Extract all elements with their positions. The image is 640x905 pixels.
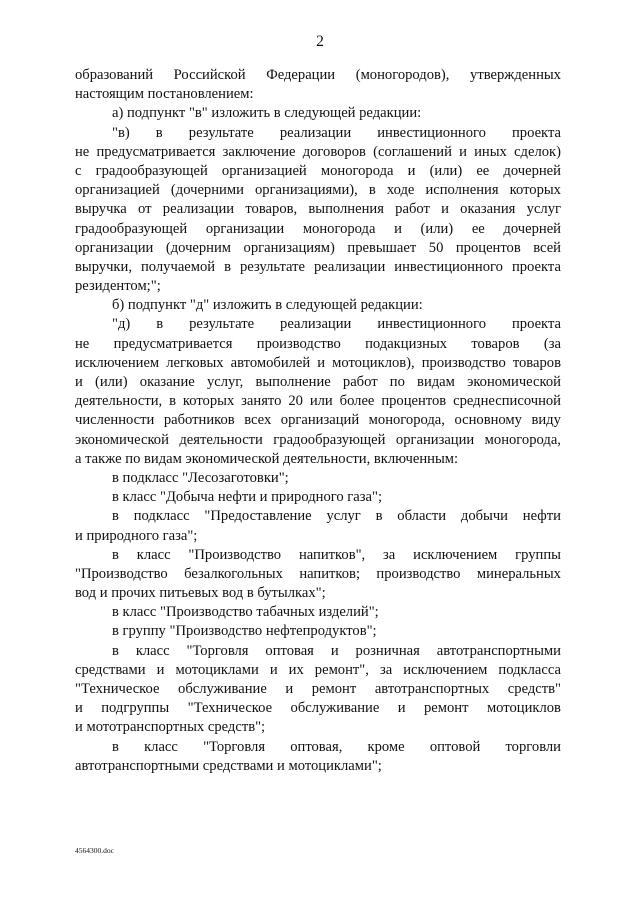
word: добычи	[460, 508, 508, 525]
text-line	[75, 738, 561, 757]
word: выполнение	[255, 374, 331, 390]
word: договоров	[302, 143, 366, 160]
word: реализации	[279, 124, 352, 141]
word: класс	[136, 546, 171, 563]
word: проекта	[512, 124, 561, 141]
text-line	[75, 220, 561, 239]
page-number: 2	[316, 33, 324, 50]
word: организации	[395, 431, 475, 448]
text-line: в группу "Производство нефтепродуктов";	[112, 623, 377, 640]
word: инвестиционного	[377, 316, 487, 333]
text-line: вод и прочих питьевых вод в бутылках";	[75, 585, 326, 602]
word: товаров	[512, 354, 561, 371]
word: за	[383, 546, 396, 563]
word: в	[156, 316, 164, 333]
word: процентов	[455, 239, 521, 256]
word: группы	[515, 546, 561, 563]
word: образований	[75, 67, 154, 83]
word: оказание	[139, 374, 195, 390]
word: в	[224, 258, 232, 275]
word: выручка	[75, 201, 127, 218]
text-line: а также по видам экономической деятельности, включенным:	[75, 450, 459, 467]
text-line	[75, 162, 561, 181]
word: автотранспортных	[374, 681, 490, 697]
word: розничная	[355, 642, 420, 659]
text-line	[75, 143, 561, 162]
word: в	[112, 738, 119, 755]
text-line	[75, 239, 561, 258]
word: дочерней	[503, 162, 561, 179]
word: инвестиционного	[394, 258, 503, 275]
word: исключением	[413, 546, 498, 563]
word: ремонт	[311, 681, 357, 697]
word: и	[330, 642, 339, 659]
word: работ	[342, 374, 378, 390]
text-line	[75, 315, 561, 334]
word: "Предоставление	[204, 508, 312, 525]
word: кроме	[367, 738, 405, 755]
word: иных	[474, 143, 507, 160]
word: в	[112, 508, 119, 525]
word: инвестиционного	[377, 124, 486, 141]
word: (моногородов),	[355, 67, 450, 83]
word: работников	[163, 412, 235, 429]
word: "д)	[112, 316, 131, 333]
word: (или)	[429, 162, 463, 179]
word: оказания	[460, 201, 516, 218]
word: (соглашений	[373, 143, 452, 160]
word: и	[75, 700, 83, 717]
word: градообразующей	[95, 162, 208, 179]
word: в	[155, 124, 163, 141]
word: занято	[241, 393, 282, 410]
word: численности	[75, 412, 155, 429]
word: градообразующей	[273, 431, 386, 448]
word: Российской	[173, 67, 246, 83]
word: более	[339, 393, 375, 410]
word: моногорода	[320, 162, 394, 179]
word: и	[407, 162, 416, 179]
word: (дочерним	[165, 239, 232, 256]
text-line	[75, 411, 561, 430]
text-line: в класс "Добыча нефти и природного газа";	[112, 489, 383, 506]
word: "Техническое	[187, 700, 273, 717]
word: средствами	[75, 661, 146, 678]
text-line: резидентом;";	[75, 278, 161, 295]
text-line	[75, 258, 561, 277]
document-body	[75, 66, 561, 776]
text-line: автотранспортными средствами и мотоциклами";	[75, 757, 382, 774]
word: исключением	[403, 661, 488, 678]
word: основному	[454, 412, 522, 429]
word: (или)	[94, 374, 128, 390]
text-line	[75, 680, 561, 699]
word: ее	[471, 220, 485, 237]
word: всей	[533, 239, 561, 256]
text-line	[75, 661, 561, 680]
word: организациями),	[254, 182, 358, 199]
word: виду	[531, 412, 561, 429]
word: класс	[135, 642, 170, 659]
word: обслуживание	[178, 681, 267, 697]
text-line: в класс "Производство табачных изделий";	[112, 604, 379, 621]
word: процентов	[381, 393, 447, 410]
word: не	[75, 335, 90, 352]
word: "в)	[112, 124, 130, 141]
word: предусматривается	[96, 143, 216, 160]
word: подакцизных	[365, 335, 448, 352]
word: градообразующей	[75, 220, 188, 237]
word: организации	[205, 220, 285, 237]
word: "Производство	[75, 565, 168, 582]
word: оптовая,	[290, 738, 343, 755]
word: автомобилей	[230, 354, 311, 371]
word: в	[169, 393, 177, 410]
word: торговли	[505, 738, 561, 755]
word: реализации	[313, 258, 386, 275]
word: в	[112, 642, 119, 659]
word: товаров	[471, 335, 520, 352]
word: их	[288, 661, 304, 678]
text-line: б) подпункт "д" изложить в следующей редакции:	[112, 297, 423, 314]
word: напитков",	[298, 546, 366, 563]
word: подгруппы	[101, 700, 170, 717]
text-line: настоящим постановлением:	[75, 86, 254, 103]
text-line	[75, 392, 561, 411]
word: 20	[288, 393, 303, 410]
text-line	[75, 124, 561, 143]
footer-filename: 4564300.doc	[75, 846, 114, 855]
text-line: в подкласс "Лесозаготовки";	[112, 469, 289, 486]
word: экономической	[467, 374, 561, 390]
word: утвержденных	[470, 67, 561, 83]
word: результате	[240, 258, 305, 275]
word: производство	[256, 335, 341, 352]
word: выручки,	[75, 258, 132, 275]
word: "Производство	[188, 546, 282, 563]
word: в	[368, 182, 376, 199]
word: от	[138, 201, 152, 218]
word: всех	[244, 412, 272, 429]
word: и	[317, 354, 326, 371]
word: класс	[144, 738, 178, 755]
word: исключением	[75, 354, 160, 371]
word: и	[269, 661, 278, 678]
word: автотранспортными	[436, 642, 561, 659]
word: и	[75, 374, 83, 390]
word: моногорода,	[368, 412, 445, 429]
word: оптовой	[429, 738, 481, 755]
word: видам	[417, 374, 455, 390]
word: среднесписочной	[453, 393, 561, 410]
word: "Торговля	[203, 738, 266, 755]
word: проекта	[511, 316, 561, 333]
word: работ	[395, 201, 430, 218]
text-line	[75, 373, 561, 392]
word: мотоциклами	[175, 661, 259, 678]
word: за	[379, 661, 393, 678]
word: деятельности	[179, 431, 263, 448]
word: мотоциклов),	[332, 354, 415, 371]
word: организациям)	[243, 239, 335, 256]
text-line	[75, 565, 561, 584]
word: средств"	[507, 681, 561, 697]
word: организацией	[221, 162, 307, 179]
word: организаций	[280, 412, 360, 429]
word: реализации	[162, 201, 235, 218]
word: результате	[189, 316, 255, 333]
word: "Торговля	[186, 642, 249, 659]
word: товаров,	[245, 201, 298, 218]
text-line	[75, 66, 561, 85]
text-line	[75, 546, 561, 565]
word: получаемой	[140, 258, 216, 275]
word: и	[394, 220, 402, 237]
word: услуг	[326, 508, 361, 525]
word: и	[156, 661, 165, 678]
word: превышает	[347, 239, 417, 256]
word: организации	[75, 239, 154, 256]
word: проекта	[511, 258, 561, 275]
word: услуг	[526, 201, 561, 218]
word: или	[309, 393, 333, 410]
word: экономической	[75, 431, 169, 448]
word: ее	[476, 162, 490, 179]
word: в	[112, 546, 119, 563]
text-line	[75, 181, 561, 200]
word: подкласс	[133, 508, 190, 525]
word: моногорода	[302, 220, 376, 237]
word: сделок)	[514, 143, 561, 160]
text-line: и природного газа";	[75, 527, 198, 544]
word: оптовая	[265, 642, 314, 659]
text-line: и мототранспортных средств";	[75, 719, 266, 736]
word: по	[389, 374, 405, 390]
word: легковых	[166, 354, 224, 371]
word: выполнения	[308, 201, 384, 218]
word: и	[441, 201, 449, 218]
word: заключение	[222, 143, 296, 160]
word: дочерней	[503, 220, 561, 237]
word: (или)	[420, 220, 454, 237]
word: безалкогольных	[184, 565, 283, 582]
word: моногорода,	[484, 431, 561, 448]
word: ремонт	[424, 700, 469, 717]
word: деятельности,	[75, 393, 163, 410]
word: в	[375, 508, 383, 525]
text-line: а) подпункт "в" изложить в следующей редакции:	[112, 105, 422, 122]
word: с	[75, 162, 82, 179]
word: "Техническое	[75, 681, 160, 697]
word: нефти	[522, 508, 561, 525]
word: и	[459, 143, 467, 160]
word: производство	[421, 354, 506, 371]
word: которых	[509, 182, 561, 199]
word: напитков;	[299, 565, 360, 582]
word: области	[397, 508, 447, 525]
word: подкласса	[498, 661, 561, 678]
word: услуг,	[206, 374, 244, 390]
word: результате	[188, 124, 254, 141]
word: не	[75, 143, 90, 160]
word: мотоциклов	[486, 700, 561, 717]
word: обслуживание	[290, 700, 380, 717]
word: предусматривается	[113, 335, 233, 352]
word: (за	[543, 335, 561, 352]
text-line	[75, 335, 561, 354]
word: Федерации	[266, 67, 336, 83]
text-line	[75, 431, 561, 450]
word: 50	[428, 239, 444, 256]
word: и	[397, 700, 406, 717]
word: минеральных	[476, 565, 561, 582]
word: реализации	[280, 316, 352, 333]
word: производство	[376, 565, 461, 582]
text-line	[75, 354, 561, 373]
word: и	[285, 681, 294, 697]
word: которых	[182, 393, 235, 410]
word: (дочерними	[170, 182, 244, 199]
text-line	[75, 507, 561, 526]
word: ходе	[386, 182, 415, 199]
word: исполнения	[425, 182, 499, 199]
word: ремонт",	[314, 661, 369, 678]
word: организацией	[75, 182, 160, 199]
text-line	[75, 642, 561, 661]
text-line	[75, 699, 561, 718]
text-line	[75, 200, 561, 219]
